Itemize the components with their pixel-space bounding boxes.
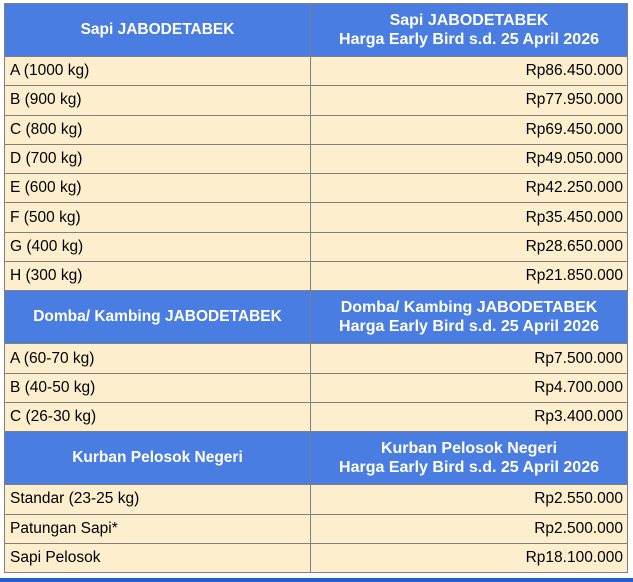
row-label: Standar (23-25 kg) [5,485,311,514]
header-right-title: Domba/ Kambing JABODETABEK [340,299,598,317]
row-label: E (600 kg) [5,174,311,203]
row-label: G (400 kg) [5,232,311,261]
table-row [5,262,628,291]
header-left-cell [5,4,311,57]
section-header-sapi [5,4,628,57]
table-row [5,86,628,115]
row-label: A (60-70 kg) [5,344,311,373]
row-price: Rp86.450.000 [311,57,628,86]
header-right-subtitle: Harga Early Bird s.d. 25 April 2026 [339,318,599,336]
row-label: B (900 kg) [5,86,311,115]
row-price: Rp21.850.000 [311,262,628,291]
row-price: Rp69.450.000 [311,115,628,144]
table-row [5,203,628,232]
row-label: C (26-30 kg) [5,402,311,431]
row-price: Rp49.050.000 [311,144,628,173]
header-left-cell [5,432,311,485]
table-row [5,57,628,86]
header-right-cell [311,432,628,485]
row-price: Rp2.500.000 [311,514,628,543]
bottom-divider [0,578,633,582]
table-row [5,485,628,514]
price-table [4,3,628,573]
header-right-cell [311,291,628,344]
row-label: Sapi Pelosok [5,543,311,572]
table-row [5,373,628,402]
table-row [5,174,628,203]
table-row [5,115,628,144]
header-left-label: Domba/ Kambing JABODETABEK [33,308,282,326]
row-price: Rp42.250.000 [311,174,628,203]
row-price: Rp2.550.000 [311,485,628,514]
row-price: Rp18.100.000 [311,543,628,572]
row-price: Rp28.650.000 [311,232,628,261]
row-price: Rp3.400.000 [311,402,628,431]
row-price: Rp77.950.000 [311,86,628,115]
row-label: Patungan Sapi* [5,514,311,543]
table-row [5,232,628,261]
table-row [5,344,628,373]
row-label: F (500 kg) [5,203,311,232]
header-right-cell [311,4,628,57]
row-label: A (1000 kg) [5,57,311,86]
section-header-kurban [5,432,628,485]
header-right-title: Sapi JABODETABEK [389,12,549,29]
row-price: Rp35.450.000 [311,203,628,232]
table-row [5,402,628,431]
header-left-label: Kurban Pelosok Negeri [72,449,243,467]
row-price: Rp4.700.000 [311,373,628,402]
header-left-cell [5,291,311,344]
table-row [5,144,628,173]
table-row [5,543,628,572]
row-label: H (300 kg) [5,262,311,291]
row-label: B (40-50 kg) [5,373,311,402]
table-row [5,514,628,543]
header-right-subtitle: Harga Early Bird s.d. 25 April 2026 [339,459,599,477]
row-price: Rp7.500.000 [311,344,628,373]
header-left-label: Sapi JABODETABEK [80,21,235,38]
row-label: D (700 kg) [5,144,311,173]
header-right-subtitle: Harga Early Bird s.d. 25 April 2026 [339,31,599,48]
row-label: C (800 kg) [5,115,311,144]
header-right-title: Kurban Pelosok Negeri [380,440,558,458]
section-header-domba [5,291,628,344]
